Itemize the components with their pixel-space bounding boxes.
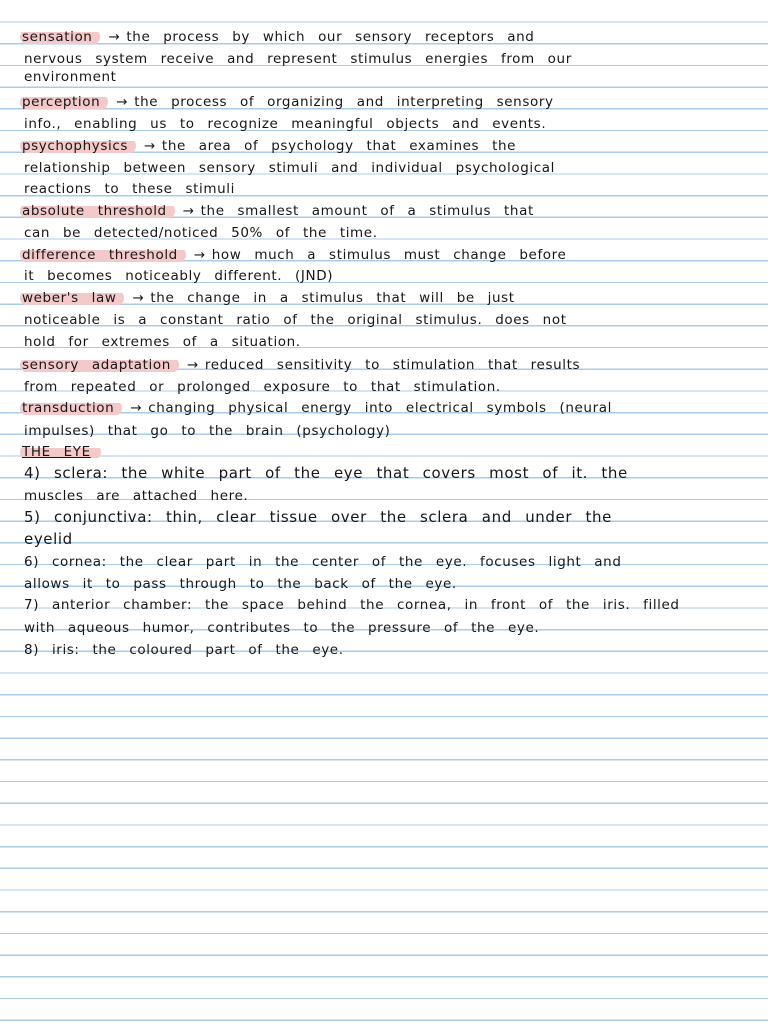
definition-line: relationship between sensory stimuli and individual psychological bbox=[24, 160, 556, 176]
definition-line: reactions to these stimuli bbox=[24, 181, 235, 197]
eye-item-line: 7) anterior chamber: the space behind the cornea, in front of the iris. filled bbox=[24, 597, 680, 613]
term-label: perception bbox=[20, 94, 108, 110]
definition-line: can be detected/noticed 50% of the time. bbox=[24, 225, 378, 241]
definition-text: the change in a stimulus that will be just bbox=[150, 290, 515, 306]
term-label: sensory adaptation bbox=[20, 357, 179, 373]
term-label: difference threshold bbox=[20, 247, 186, 263]
definition-line: from repeated or prolonged exposure to that stimulation. bbox=[24, 379, 501, 395]
term-line bbox=[24, 30, 748, 45]
definition-text: changing physical energy into electrical symbols (neural bbox=[148, 400, 612, 416]
arrow-icon: → bbox=[132, 290, 145, 306]
arrow-icon: → bbox=[182, 203, 195, 219]
definition-line: it becomes noticeably different. (JND) bbox=[24, 268, 334, 284]
eye-item-line: allows it to pass through to the back of the eye. bbox=[24, 576, 457, 592]
term-line bbox=[24, 139, 748, 154]
term-label: psychophysics bbox=[20, 138, 136, 154]
definition-text: the smallest amount of a stimulus that bbox=[200, 203, 534, 219]
eye-item-line: with aqueous humor, contributes to the pressure of the eye. bbox=[24, 620, 540, 636]
term-line bbox=[24, 248, 748, 263]
definition-text: how much a stimulus must change before bbox=[211, 247, 567, 263]
arrow-icon: → bbox=[186, 357, 199, 373]
definition-text: the process by which our sensory receptors and bbox=[126, 29, 535, 45]
definition-text: the process of organizing and interpreting sensory bbox=[134, 94, 554, 110]
term-label: absolute threshold bbox=[20, 203, 175, 219]
term-line bbox=[24, 291, 748, 306]
section-heading: THE EYE bbox=[20, 444, 101, 460]
term-line bbox=[24, 204, 748, 219]
arrow-icon: → bbox=[108, 29, 121, 45]
term-line bbox=[24, 401, 748, 416]
eye-item-line: 5) conjunctiva: thin, clear tissue over the sclera and under the bbox=[24, 508, 612, 526]
term-label: transduction bbox=[20, 400, 122, 416]
eye-item-line: 4) sclera: the white part of the eye that covers most of it. the bbox=[24, 464, 628, 482]
term-label: weber's law bbox=[20, 290, 124, 306]
term-label: sensation bbox=[20, 29, 100, 45]
definition-text: reduced sensitivity to stimulation that results bbox=[204, 357, 581, 373]
definition-line: impulses) that go to the brain (psychology) bbox=[24, 423, 391, 439]
arrow-icon: → bbox=[193, 247, 206, 263]
term-line bbox=[24, 358, 748, 373]
definition-line: environment bbox=[24, 69, 117, 85]
definition-line: noticeable is a constant ratio of the original stimulus. does not bbox=[24, 312, 567, 328]
eye-item-line: 8) iris: the coloured part of the eye. bbox=[24, 642, 344, 658]
definition-line: info., enabling us to recognize meaningful objects and events. bbox=[24, 116, 547, 132]
term-line bbox=[24, 95, 748, 110]
definition-text: the area of psychology that examines the bbox=[161, 138, 517, 154]
arrow-icon: → bbox=[144, 138, 156, 154]
section-heading-line bbox=[24, 445, 748, 460]
eye-item-line: 6) cornea: the clear part in the center of the eye. focuses light and bbox=[24, 554, 622, 570]
eye-item-line: eyelid bbox=[24, 530, 73, 548]
arrow-icon: → bbox=[130, 400, 143, 416]
definition-line: hold for extremes of a situation. bbox=[24, 334, 301, 350]
arrow-icon: → bbox=[116, 94, 129, 110]
definition-line: nervous system receive and represent stimulus energies from our bbox=[24, 51, 572, 67]
eye-item-line: muscles are attached here. bbox=[24, 488, 249, 504]
